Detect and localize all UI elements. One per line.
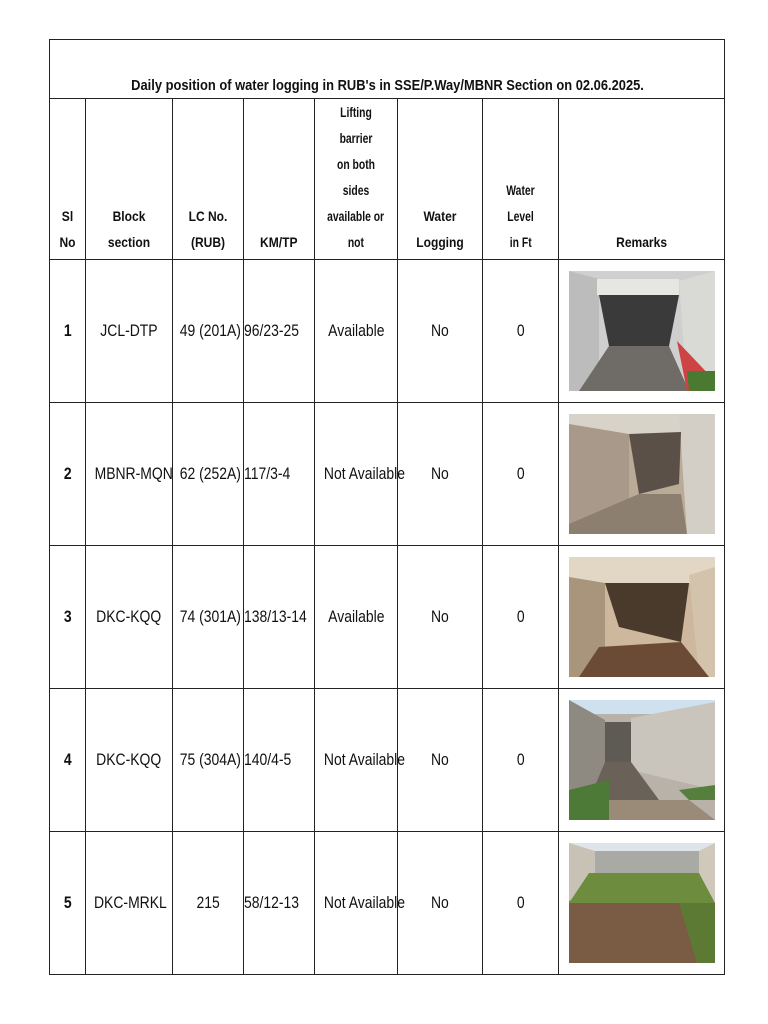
water-logging-cell: No [398,546,483,689]
water-level-cell: 0 [483,260,559,403]
lifting-barrier-cell: Not Available [315,832,398,975]
block-section-cell: JCL-DTP [86,260,173,403]
header-row [50,99,725,260]
water-level-cell: 0 [483,832,559,975]
water-logging-cell: No [398,689,483,832]
header-lc-no: LC No.(RUB) [173,99,244,260]
km-tp-cell: 138/13-14 [244,546,315,689]
remarks-cell [559,546,725,689]
sl-no-cell: 2 [50,403,86,546]
remarks-cell [559,689,725,832]
table-row [50,689,725,832]
header-remarks: Remarks [559,99,725,260]
sl-no-cell: 3 [50,546,86,689]
header-sl-no: Sl No [50,99,86,260]
block-section-cell: DKC-KQQ [86,546,173,689]
remarks-cell [559,403,725,546]
lc-no-cell: 62 (252A) [173,403,244,546]
block-section-cell: DKC-KQQ [86,689,173,832]
underpass-photo-1 [569,271,715,391]
lifting-barrier-cell: Available [315,260,398,403]
lifting-barrier-cell: Not Available [315,689,398,832]
underpass-photo-4 [569,700,715,820]
table-row [50,832,725,975]
water-level-cell: 0 [483,546,559,689]
underpass-photo-3 [569,557,715,677]
title-row [50,40,725,99]
lc-no-cell: 215 [173,832,244,975]
block-section-cell: DKC-MRKL [86,832,173,975]
water-logging-table [49,39,725,975]
header-water-logging: Water Logging [398,99,483,260]
km-tp-cell: 96/23-25 [244,260,315,403]
block-section-cell: MBNR-MQN [86,403,173,546]
km-tp-cell: 117/3-4 [244,403,315,546]
lc-no-cell: 75 (304A) [173,689,244,832]
report-title: Daily position of water logging in RUB's in SSE/P.Way/MBNR Section on 02.06.2025. [97,40,678,99]
underpass-photo-5 [569,843,715,963]
underpass-photo-2 [569,414,715,534]
lc-no-cell: 74 (301A) [173,546,244,689]
header-km-tp: KM/TP [244,99,315,260]
lifting-barrier-cell: Available [315,546,398,689]
table-row [50,546,725,689]
table-row [50,260,725,403]
lifting-barrier-cell: Not Available [315,403,398,546]
water-level-cell: 0 [483,403,559,546]
remarks-cell [559,260,725,403]
lc-no-cell: 49 (201A) [173,260,244,403]
water-logging-cell: No [398,403,483,546]
table-row [50,403,725,546]
header-lifting-barrier: Lifting barrier on both sides available or not [315,99,398,260]
report-sheet [49,39,724,975]
header-block-section: Block section [86,99,173,260]
remarks-cell [559,832,725,975]
water-level-cell: 0 [483,689,559,832]
water-logging-cell: No [398,260,483,403]
km-tp-cell: 58/12-13 [244,832,315,975]
sl-no-cell: 5 [50,832,86,975]
header-water-level: Water Level in Ft [483,99,559,260]
km-tp-cell: 140/4-5 [244,689,315,832]
water-logging-cell: No [398,832,483,975]
sl-no-cell: 1 [50,260,86,403]
sl-no-cell: 4 [50,689,86,832]
